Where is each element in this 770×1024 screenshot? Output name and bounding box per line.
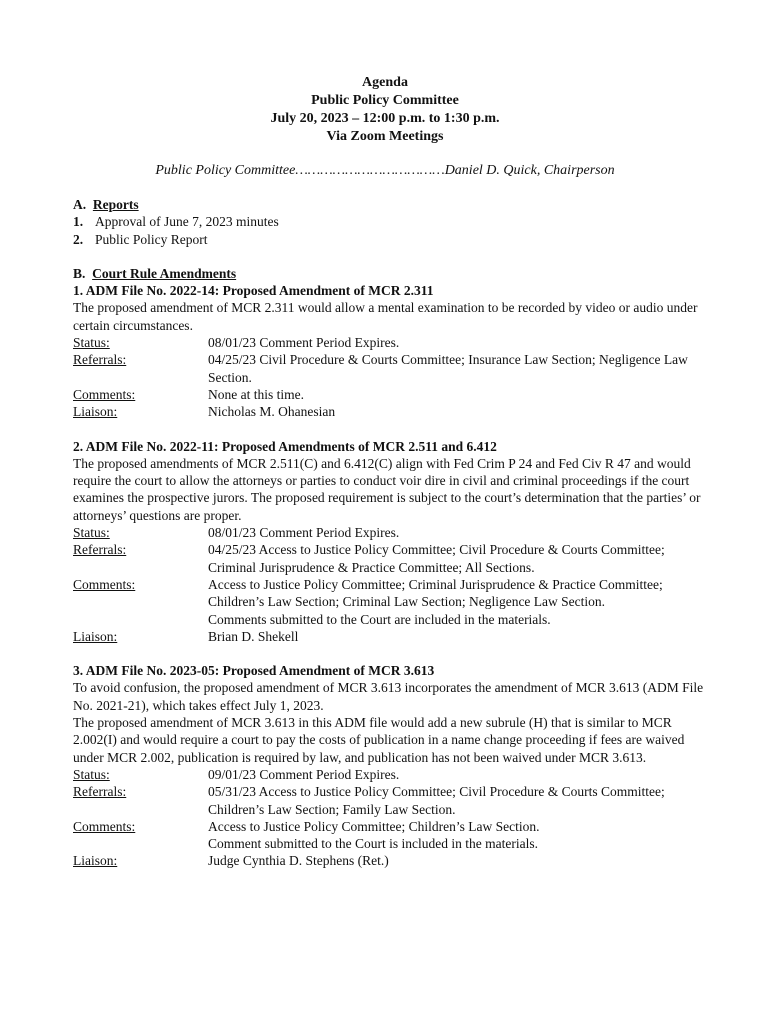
- liaison-row: [73, 628, 705, 645]
- referrals-label: Referrals:: [73, 352, 127, 368]
- status-label: Status:: [73, 766, 110, 782]
- comments-label: Comments:: [73, 818, 136, 834]
- header-venue: Via Zoom Meetings: [326, 129, 444, 144]
- rule-item-title: 1. ADM File No. 2022-14: Proposed Amendment of MCR 2.311: [73, 283, 434, 299]
- comments-note: Comments submitted to the Court are included in the materials.: [208, 611, 551, 627]
- rule-item-title: 3. ADM File No. 2023-05: Proposed Amendment of MCR 3.613: [73, 663, 435, 679]
- status-row: [73, 766, 705, 783]
- agenda-header: [0, 74, 770, 146]
- header-committee: Public Policy Committee: [311, 93, 459, 108]
- list-item: [73, 213, 705, 230]
- list-item-text: Public Policy Report: [95, 231, 208, 247]
- status-label: Status:: [73, 525, 110, 541]
- liaison-value: Judge Cynthia D. Stephens (Ret.): [208, 853, 389, 869]
- comments-row: [73, 386, 705, 403]
- section-a-title: Reports: [92, 197, 139, 212]
- liaison-label: Liaison:: [73, 853, 118, 869]
- referrals-value: 04/25/23 Access to Justice Policy Committee; Civil Procedure & Courts Committee; Criminal Jurisprudence & Practice Committee; All Sections.: [208, 542, 665, 575]
- status-value: 08/01/23 Comment Period Expires.: [208, 335, 400, 351]
- rule-item-description: The proposed amendment of MCR 2.311 would allow a mental examination to be recorded by video or audio under certain circumstances.: [73, 300, 698, 333]
- comments-label: Comments:: [73, 576, 136, 592]
- comments-value: [208, 818, 705, 853]
- referrals-label: Referrals:: [73, 784, 127, 800]
- referrals-row: [73, 351, 705, 386]
- status-row: [73, 334, 705, 351]
- section-b-letter: B.: [73, 265, 86, 281]
- comments-value: [208, 576, 705, 628]
- liaison-label: Liaison:: [73, 404, 118, 420]
- liaison-row: [73, 403, 705, 420]
- section-a-letter: A.: [73, 197, 87, 212]
- header-date-time: July 20, 2023 – 12:00 p.m. to 1:30 p.m.: [270, 111, 500, 126]
- referrals-row: [73, 541, 705, 576]
- rule-item-title: 2. ADM File No. 2022-11: Proposed Amendments of MCR 2.511 and 6.412: [73, 438, 497, 454]
- comments-label: Comments:: [73, 386, 136, 402]
- comments-row: [73, 818, 705, 853]
- list-item-text: Approval of June 7, 2023 minutes: [95, 214, 279, 230]
- rule-item-description: The proposed amendments of MCR 2.511(C) and 6.412(C) align with Fed Crim P 24 and Fed Civ R 47 and would require the court to allow the attorneys or parties to conduct voir dire in civil and criminal proceedings if the court examines the prospective jurors. The proposed requirement is subject to the court’s determination that the parties’ or attorneys’ questions are proper.: [73, 455, 701, 523]
- comments-text: Access to Justice Policy Committee; Criminal Jurisprudence & Practice Committee; Children’s Law Section; Criminal Law Section; Negligence Law Section.: [208, 576, 663, 610]
- section-a-heading: [73, 196, 705, 213]
- referrals-value: 04/25/23 Civil Procedure & Courts Committee; Insurance Law Section; Negligence Law Section.: [208, 352, 688, 385]
- chairperson-line: Public Policy Committee………………………………Daniel D. Quick, Chairperson: [155, 163, 615, 178]
- liaison-value: Nicholas M. Ohanesian: [208, 404, 336, 420]
- liaison-value: Brian D. Shekell: [208, 628, 299, 644]
- section-b-heading: [73, 265, 705, 282]
- header-title: Agenda: [362, 75, 408, 90]
- comments-value: None at this time.: [208, 386, 304, 402]
- rule-item-description-continued: The proposed amendment of MCR 3.613 in this ADM file would add a new subrule (H) that is similar to MCR 2.002(I) and would require a court to pay the costs of publication in a name change proceeding if fees are waived under MCR 2.002, publication is required by law, and publication has not been waived under MCR 3.613.: [73, 715, 685, 765]
- list-item-number: 1.: [73, 214, 84, 230]
- status-value: 08/01/23 Comment Period Expires.: [208, 525, 400, 541]
- status-label: Status:: [73, 335, 110, 351]
- liaison-label: Liaison:: [73, 628, 118, 644]
- comments-text: Access to Justice Policy Committee; Children’s Law Section.: [208, 818, 540, 834]
- agenda-body: [73, 196, 705, 870]
- section-b-title: Court Rule Amendments: [92, 265, 237, 281]
- status-row: [73, 524, 705, 541]
- comments-row: [73, 576, 705, 628]
- referrals-label: Referrals:: [73, 542, 127, 558]
- list-item: [73, 231, 705, 248]
- status-value: 09/01/23 Comment Period Expires.: [208, 766, 400, 782]
- rule-item-description: To avoid confusion, the proposed amendment of MCR 3.613 incorporates the amendment of MCR 3.613 (ADM File No. 2021-21), which takes effect July 1, 2023.: [73, 680, 704, 713]
- referrals-row: [73, 783, 705, 818]
- liaison-row: [73, 852, 705, 869]
- comments-note: Comment submitted to the Court is included in the materials.: [208, 836, 538, 852]
- list-item-number: 2.: [73, 231, 84, 247]
- referrals-value: 05/31/23 Access to Justice Policy Committee; Civil Procedure & Courts Committee; Children’s Law Section; Family Law Section.: [208, 784, 665, 817]
